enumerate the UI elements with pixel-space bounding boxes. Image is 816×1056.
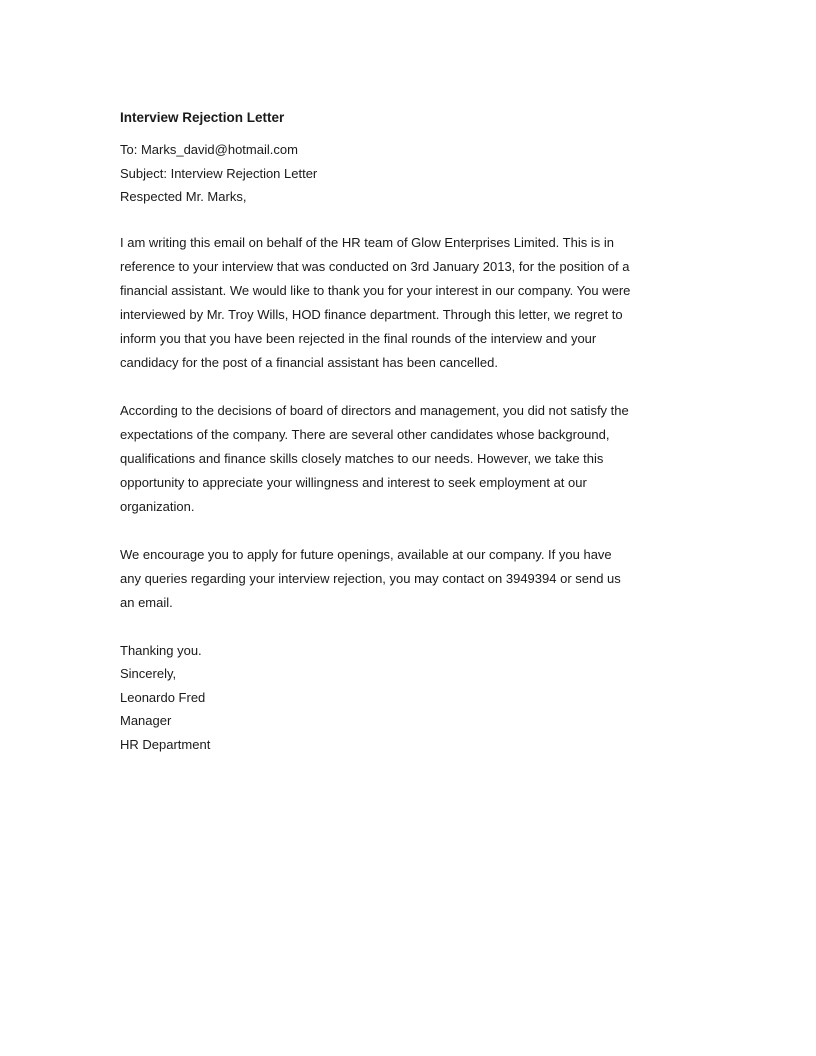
paragraph-line: candidacy for the post of a financial assistant has been cancelled. [120,354,498,370]
recipient-line: To: Marks_david@hotmail.com [120,142,298,157]
subject-line: Subject: Interview Rejection Letter [120,165,318,181]
paragraph-decision [120,399,660,519]
paragraph-line: I am writing this email on behalf of the HR team of Glow Enterprises Limited. This is in [120,234,614,250]
letter-title: Interview Rejection Letter [120,110,285,125]
paragraph-line: qualifications and finance skills closely matches to our needs. However, we take this [120,450,604,466]
letter-body [120,108,660,756]
paragraph-line: interviewed by Mr. Troy Wills, HOD finance department. Through this letter, we regret to [120,306,623,322]
closing-sign-off: Sincerely, [120,666,177,681]
paragraph-line: an email. [120,594,173,610]
paragraph-line: inform you that you have been rejected in the final rounds of the interview and your [120,330,597,346]
signer-role: Manager [120,713,172,728]
paragraph-line: financial assistant. We would like to thank you for your interest in our company. You were [120,282,631,298]
closing-thanks: Thanking you. [120,642,202,658]
paragraph-line: expectations of the company. There are several other candidates whose background, [120,426,610,442]
paragraph-intro [120,231,660,375]
paragraph-line: organization. [120,498,195,514]
signer-department: HR Department [120,736,211,752]
paragraph-line: According to the decisions of board of directors and management, you did not satisfy the [120,402,629,418]
paragraph-line: We encourage you to apply for future openings, available at our company. If you have [120,546,612,562]
paragraph-line: any queries regarding your interview rejection, you may contact on 3949394 or send us [120,570,621,586]
paragraph-line: opportunity to appreciate your willingness and interest to seek employment at our [120,474,587,490]
salutation: Respected Mr. Marks, [120,189,247,204]
letter-closing [120,639,660,757]
paragraph-line: reference to your interview that was conducted on 3rd January 2013, for the position of a [120,258,630,274]
signer-name: Leonardo Fred [120,689,206,705]
paragraph-encouragement [120,543,660,615]
letter-header [120,138,660,209]
